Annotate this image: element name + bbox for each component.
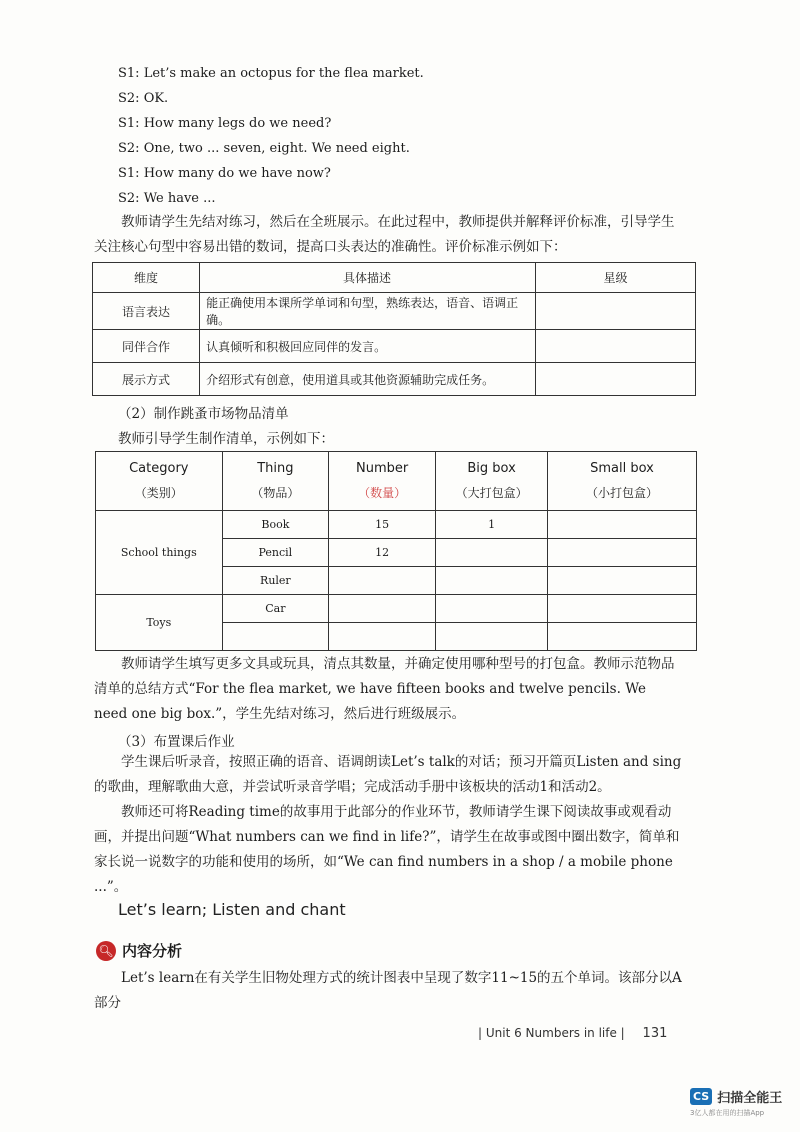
dialogue-line: S1: How many legs do we need?: [118, 116, 332, 131]
star-cell: [535, 330, 695, 363]
table-header: 星级: [535, 263, 695, 293]
thing-cell: Car: [222, 595, 329, 623]
dialogue-line: S2: One, two ... seven, eight. We need eight.: [118, 141, 410, 156]
small-box-cell: [548, 567, 697, 595]
number-cell: [329, 567, 436, 595]
description-cell: 能正确使用本课所学单词和句型，熟练表达，语音、语调正确。: [200, 293, 536, 330]
dimension-cell: 语言表达: [93, 293, 200, 330]
table-header: 具体描述: [200, 263, 536, 293]
big-box-cell: 1: [436, 511, 548, 539]
step2-title: （2）制作跳蚤市场物品清单: [118, 406, 289, 422]
category-cell: School things: [96, 511, 223, 595]
analysis-heading: [96, 940, 182, 961]
page-footer: [478, 1026, 667, 1041]
small-box-cell: [548, 511, 697, 539]
small-box-cell: [548, 623, 697, 651]
small-box-cell: [548, 595, 697, 623]
dimension-cell: 展示方式: [93, 363, 200, 396]
table-header: Number （数量）: [329, 452, 436, 511]
table-row: [93, 293, 696, 330]
number-cell: 15: [329, 511, 436, 539]
table-row: [93, 330, 696, 363]
scanner-watermark: [690, 1086, 782, 1118]
evaluation-table: [92, 262, 696, 396]
table-header: 维度: [93, 263, 200, 293]
thing-cell: Book: [222, 511, 329, 539]
step2-intro: 教师引导学生制作清单，示例如下：: [118, 431, 334, 447]
table-header: Small box （小打包盒）: [548, 452, 697, 511]
analysis-label: 内容分析: [122, 942, 183, 960]
paragraph-evaluation-intro: 教师请学生先结对练习，然后在全班展示。在此过程中，教师提供并解释评价标准，引导学生关注核心句型中容易出错的数词，提高口头表达的准确性。评价标准示例如下：: [94, 214, 675, 255]
camscanner-logo-icon: CS: [690, 1088, 712, 1105]
paragraph-content-analysis: Let’s learn在有关学生旧物处理方式的统计图表中呈现了数字11~15的五个单词。该部分以A部分: [94, 970, 682, 1011]
star-cell: [535, 363, 695, 396]
description-cell: 介绍形式有创意，使用道具或其他资源辅助完成任务。: [200, 363, 536, 396]
thing-cell: [222, 623, 329, 651]
number-cell: 12: [329, 539, 436, 567]
dialogue-line: S1: How many do we have now?: [118, 166, 331, 181]
star-cell: [535, 293, 695, 330]
table-row: [96, 595, 697, 623]
thing-cell: Ruler: [222, 567, 329, 595]
scanner-slogan: 3亿人都在用的扫描App: [690, 1109, 765, 1117]
section-title: Let’s learn; Listen and chant: [118, 900, 346, 919]
magnifier-icon: 🔍︎: [96, 941, 116, 961]
step3-title: （3）布置课后作业: [118, 734, 235, 750]
dialogue-line: S2: OK.: [118, 91, 169, 106]
table-header: Big box （大打包盒）: [436, 452, 548, 511]
number-cell: [329, 623, 436, 651]
thing-cell: Pencil: [222, 539, 329, 567]
table-header: Thing （物品）: [222, 452, 329, 511]
footer-unit: | Unit 6 Numbers in life |: [478, 1026, 625, 1040]
flea-market-list-table: [95, 451, 697, 651]
description-cell: 认真倾听和积极回应同伴的发言。: [200, 330, 536, 363]
big-box-cell: [436, 623, 548, 651]
table-row: [93, 363, 696, 396]
dialogue-line: S2: We have ...: [118, 191, 216, 206]
category-cell: Toys: [96, 595, 223, 651]
number-cell: [329, 595, 436, 623]
page-number: 131: [642, 1026, 668, 1041]
big-box-cell: [436, 567, 548, 595]
dialogue-line: S1: Let’s make an octopus for the flea market.: [118, 66, 424, 81]
small-box-cell: [548, 539, 697, 567]
big-box-cell: [436, 595, 548, 623]
table-header: Category （类别）: [96, 452, 223, 511]
table-row: [96, 511, 697, 539]
paragraph-fill-list: 教师请学生填写更多文具或玩具，清点其数量，并确定使用哪种型号的打包盒。教师示范物品清单的总结方式“For the flea market, we have fifteen books and twelve pencils. We need one big box.”，学生先结对练习，然后进行班级展示。: [94, 656, 675, 722]
dimension-cell: 同伴合作: [93, 330, 200, 363]
scanner-name: 扫描全能王: [717, 1091, 783, 1106]
big-box-cell: [436, 539, 548, 567]
paragraph-reading-time: 教师还可将Reading time的故事用于此部分的作业环节，教师请学生课下阅读故事或观看动画，并提出问题“What numbers can we find in life?”，请学生在故事或图中圈出数字，简单和家长说一说数字的功能和使用的场所，如“We can find numbers in a shop / a mobile phone ...”。: [94, 804, 680, 895]
paragraph-homework: 学生课后听录音，按照正确的语音、语调朗读Let’s talk的对话；预习开篇页Listen and sing的歌曲，理解歌曲大意，并尝试听录音学唱；完成活动手册中该板块的活动1和活动2。: [94, 754, 682, 795]
